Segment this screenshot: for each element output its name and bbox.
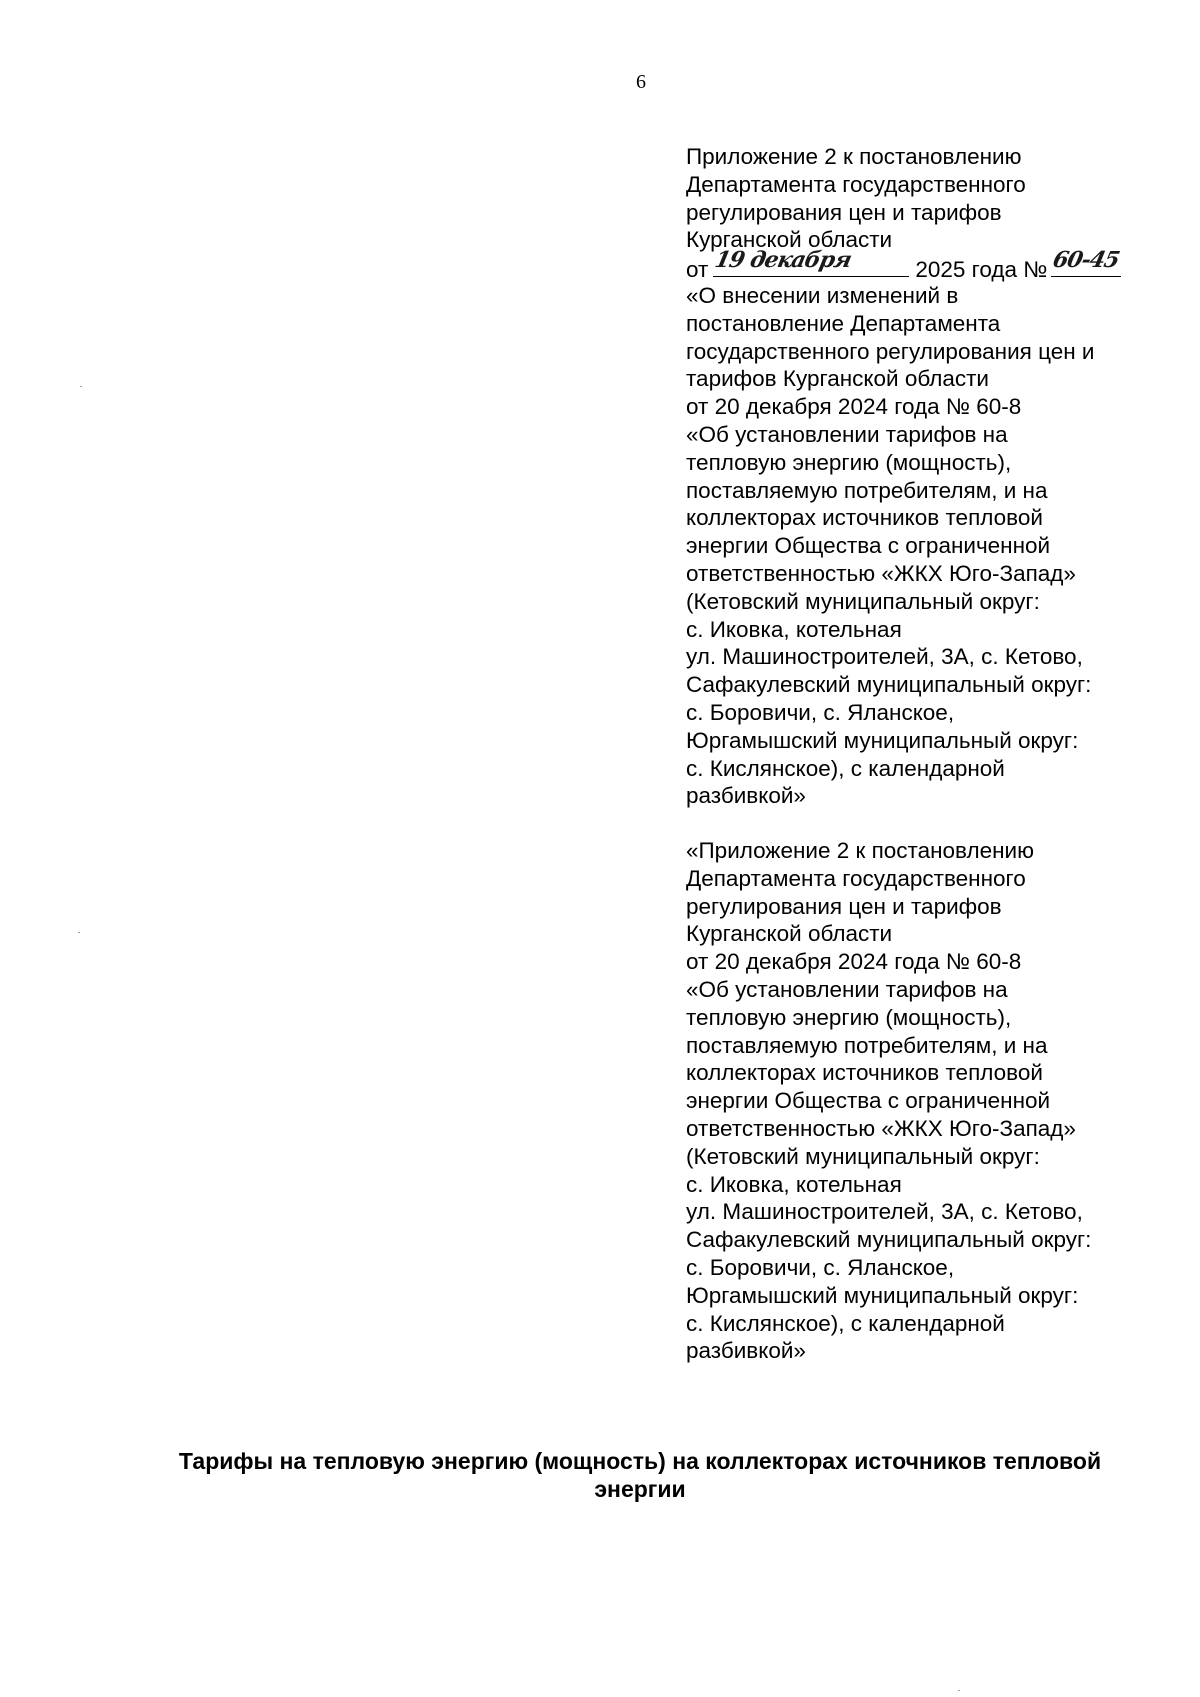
header-body-line: поставляемую потребителям, и на (686, 477, 1048, 503)
quoted-appendix (686, 837, 1091, 1365)
quoted-line: разбивкой» (686, 1338, 806, 1364)
header-body-line: тарифов Курганской области (686, 366, 989, 392)
page-number: 6 (636, 71, 646, 93)
header-body-line: «Об установлении тарифов на (686, 421, 1008, 447)
scan-speck (78, 932, 80, 933)
date-prefix: от (686, 257, 709, 283)
quoted-line: коллекторах источников тепловой (686, 1060, 1043, 1086)
header-body-line: от 20 декабря 2024 года № 60-8 (686, 394, 1022, 420)
header-body-line: «О внесении изменений в (686, 282, 959, 308)
quoted-line: с. Кислянское), с календарной (686, 1310, 1005, 1336)
quoted-line: «Об установлении тарифов на (686, 976, 1008, 1002)
header-body-line: с. Боровичи, с. Яланское, (686, 699, 955, 725)
quoted-line: поставляемую потребителям, и на (686, 1032, 1048, 1058)
header-body-line: государственного регулирования цен и (686, 338, 1095, 364)
header-line: регулирования цен и тарифов (686, 199, 1002, 225)
header-body-line: ответственностью «ЖКХ Юго-Запад» (686, 560, 1076, 586)
quoted-line: энергии Общества с ограниченной (686, 1088, 1051, 1114)
handwritten-date: 19 декабря (712, 247, 854, 274)
quoted-line: регулирования цен и тарифов (686, 893, 1002, 919)
quoted-line: «Приложение 2 к постановлению (686, 838, 1034, 863)
quoted-line: Сафакулевский муниципальный округ: (686, 1227, 1092, 1253)
quoted-line: Юргамышский муниципальный округ: (686, 1282, 1079, 1308)
number-blank (1050, 247, 1122, 277)
header-line: Курганской области (686, 227, 893, 253)
quoted-line: Департамента государственного (686, 865, 1026, 891)
header-body-line: ул. Машиностроителей, 3А, с. Кетово, (686, 644, 1083, 670)
header-line: Приложение 2 к постановлению (686, 144, 1022, 169)
header-body-line: Юргамышский муниципальный округ: (686, 727, 1079, 753)
quoted-line: с. Боровичи, с. Яланское, (686, 1254, 955, 1280)
header-body-line: (Кетовский муниципальный округ: (686, 588, 1040, 614)
date-number-line (686, 247, 1122, 283)
header-body-line: разбивкой» (686, 783, 806, 809)
header-body-line: постановление Департамента (686, 310, 1001, 336)
header-body-line: тепловую энергию (мощность), (686, 449, 1012, 475)
quoted-line: ответственностью «ЖКХ Юго-Запад» (686, 1115, 1076, 1141)
quoted-line: тепловую энергию (мощность), (686, 1004, 1012, 1030)
scan-speck (80, 386, 82, 387)
header-body-line: Сафакулевский муниципальный округ: (686, 672, 1092, 698)
header-body-line: с. Кислянское), с календарной (686, 755, 1005, 781)
quoted-line: с. Иковка, котельная (686, 1171, 902, 1197)
header-line: Департамента государственного (686, 171, 1026, 197)
quoted-line: (Кетовский муниципальный округ: (686, 1143, 1040, 1169)
quoted-line: Курганской области (686, 921, 893, 947)
header-body-line: с. Иковка, котельная (686, 616, 902, 642)
quoted-line: от 20 декабря 2024 года № 60-8 (686, 949, 1022, 975)
scan-speck (958, 1690, 960, 1691)
header-body-line: коллекторах источников тепловой (686, 505, 1043, 531)
date-blank (712, 247, 909, 277)
appendix-header (686, 143, 1121, 810)
year-text: 2025 года № (915, 257, 1048, 283)
header-body-line: энергии Общества с ограниченной (686, 533, 1051, 559)
document-title: Тарифы на тепловую энергию (мощность) на коллекторах источников тепловой энергии (178, 1448, 1102, 1502)
quoted-line: ул. Машиностроителей, 3А, с. Кетово, (686, 1199, 1083, 1225)
handwritten-number: 60-45 (1050, 247, 1122, 274)
